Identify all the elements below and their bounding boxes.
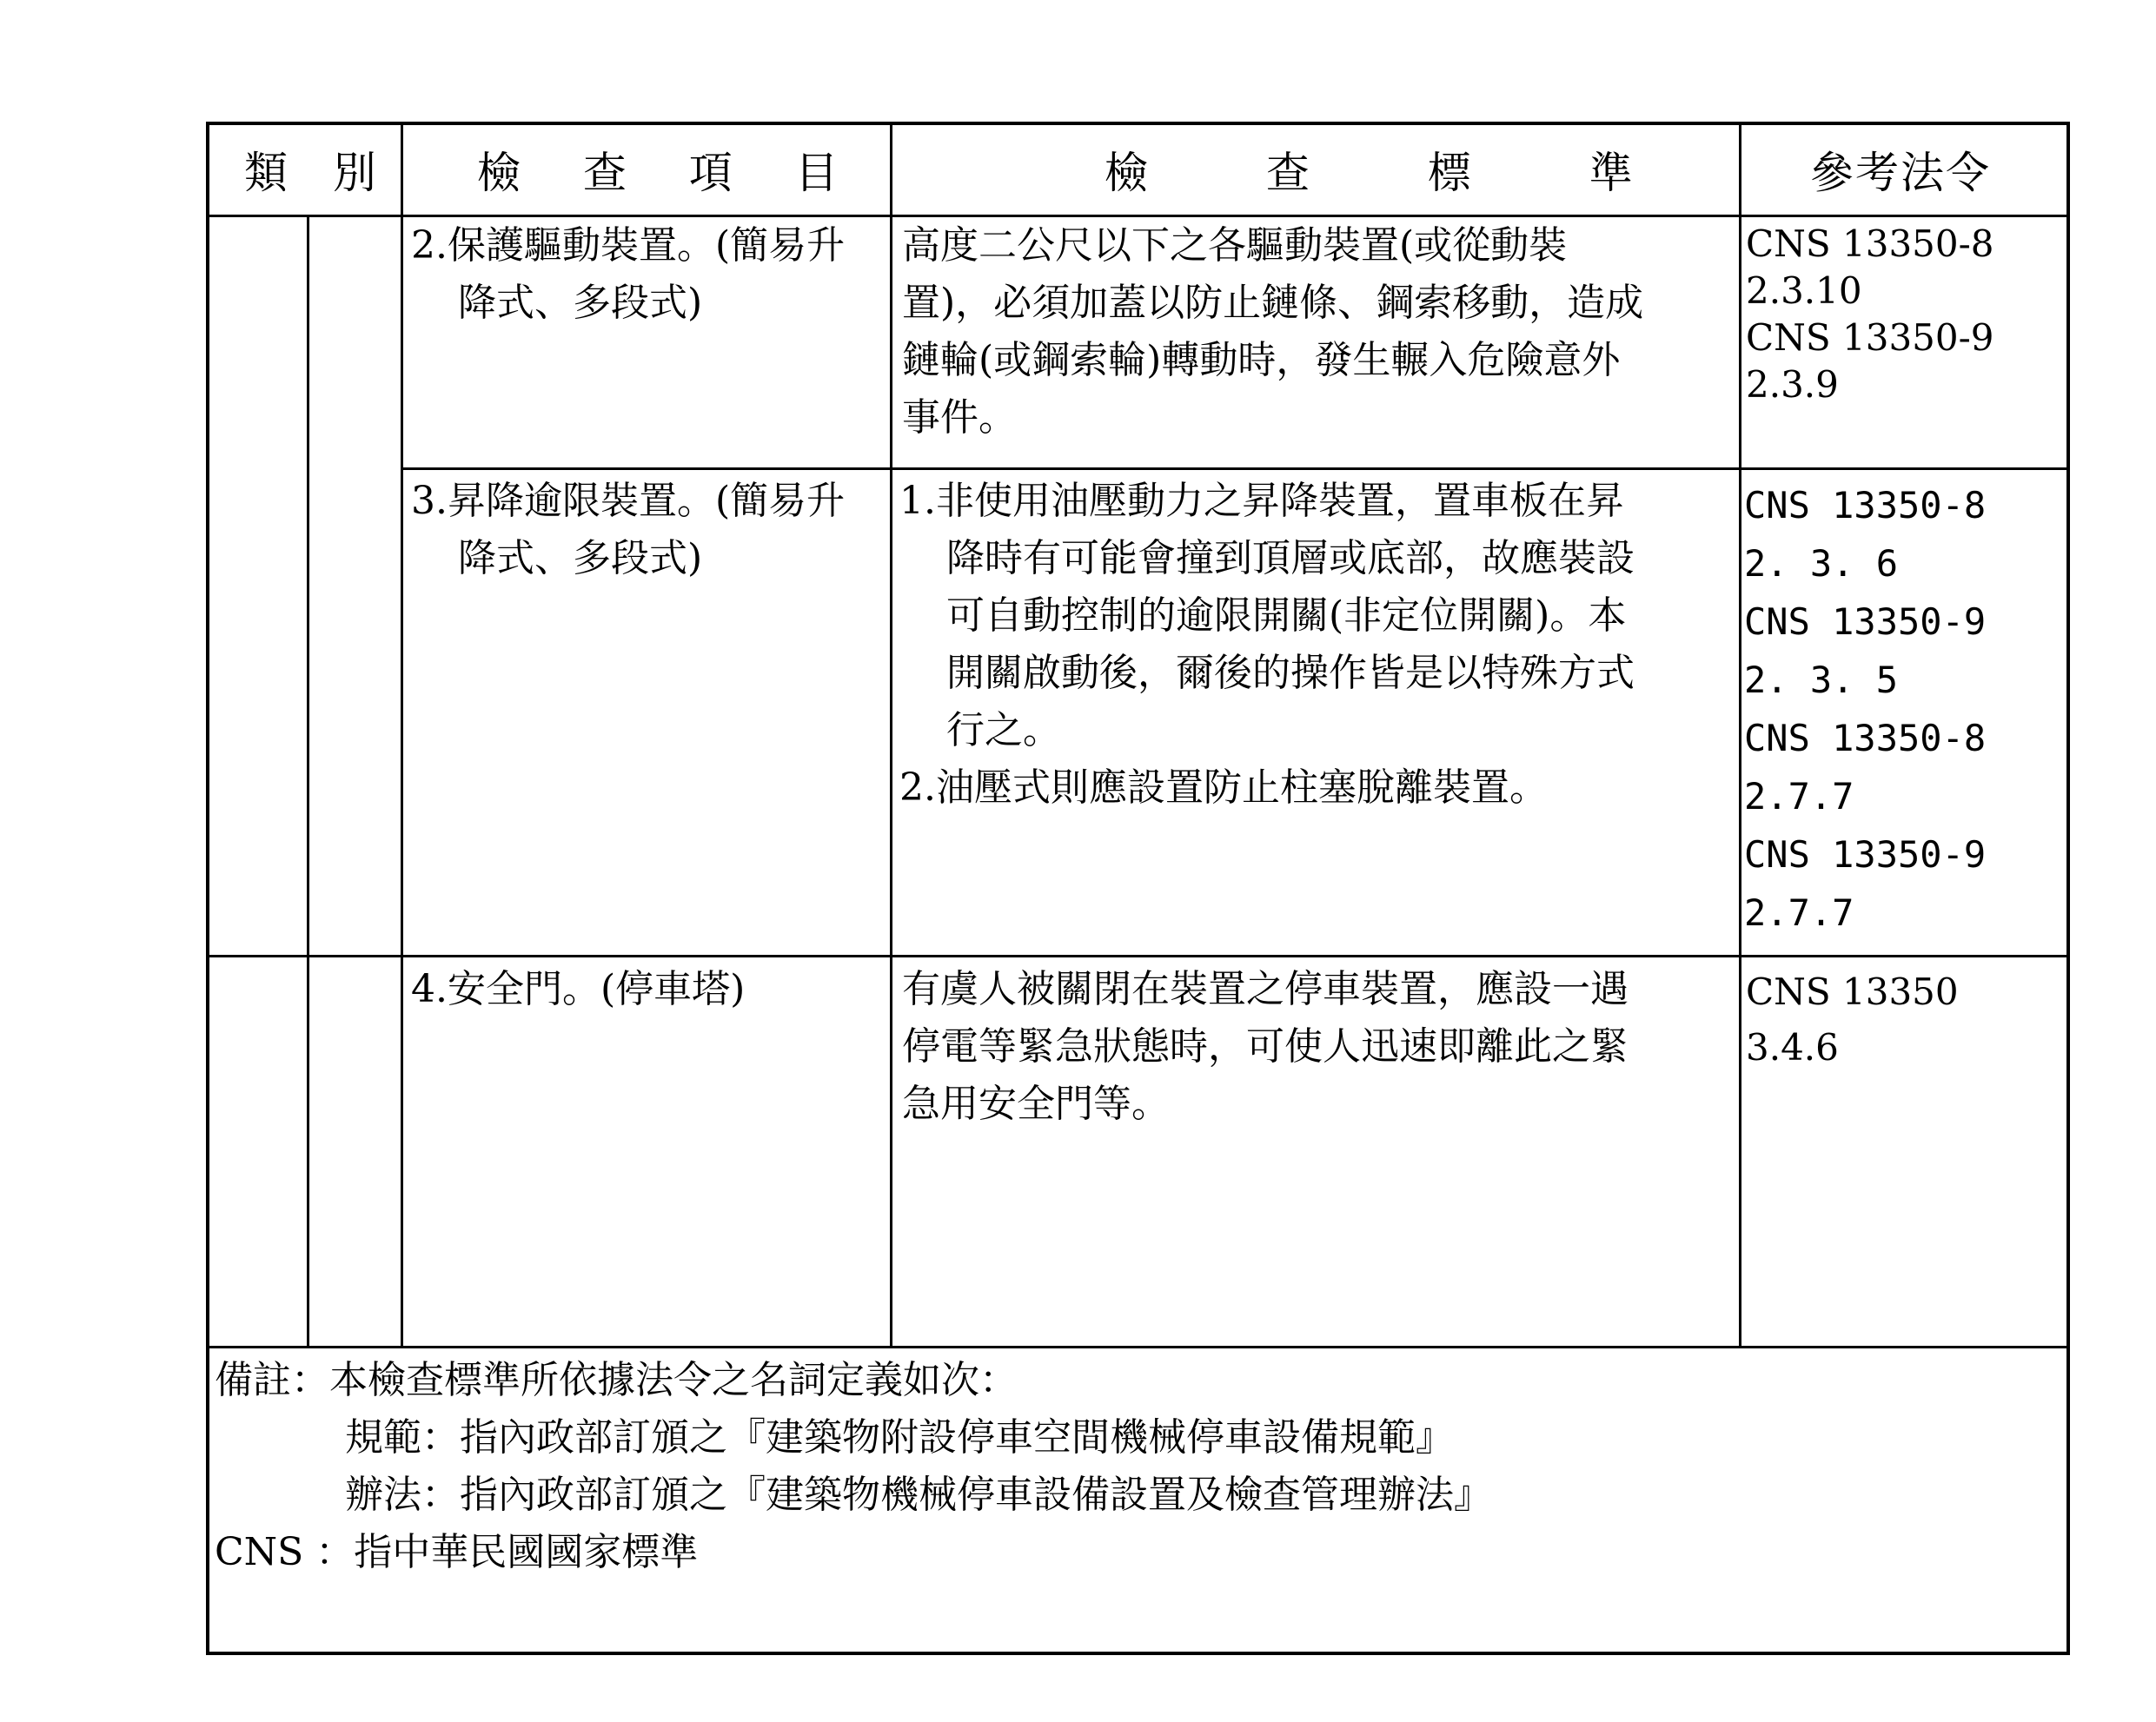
- col-divider-item: [890, 125, 892, 1348]
- row2-item-line1: 3.昇降逾限裝置。(簡易升: [411, 479, 846, 523]
- row2-item-line2: 降式、多段式): [458, 536, 703, 580]
- notes-line2: 規範：指內政部訂頒之『建築物附設停車空間機械停車設備規範』: [345, 1415, 1454, 1460]
- col-divider-category: [401, 125, 403, 1348]
- notes-top-rule: [209, 1346, 2070, 1348]
- row2-item: [411, 473, 889, 587]
- row1-item: [411, 217, 889, 332]
- inspection-standard-table: [206, 122, 2070, 1655]
- row2-ref-line2: 2. 3. 6: [1744, 542, 1899, 585]
- row2-reference: [1744, 476, 2067, 942]
- header-item: 檢 查 項 目: [477, 148, 863, 198]
- row2-standard-line3: 可自動控制的逾限開關(非定位開關)。本: [946, 593, 1627, 638]
- row2-ref-line4: 2. 3. 5: [1744, 659, 1899, 701]
- header-category: 類 別: [244, 148, 392, 198]
- row2-standard-line5: 行之。: [946, 708, 1061, 752]
- header-standard: 檢 查 標 準: [1105, 148, 1685, 198]
- row1-standard-line4: 事件。: [902, 395, 1017, 440]
- notes-line3: 辦法：指內政部訂頒之『建築物機械停車設備設置及檢查管理辦法』: [345, 1473, 1492, 1517]
- row2-ref-line7: CNS 13350-9: [1744, 833, 1987, 876]
- row1-standard-line1: 高度二公尺以下之各驅動裝置(或從動裝: [902, 223, 1568, 268]
- row2-standard-line1: 1.非使用油壓動力之昇降裝置，置車板在昇: [899, 479, 1624, 523]
- row3-standard-line1: 有虞人被關閉在裝置之停車裝置，應設一遇: [902, 967, 1629, 1011]
- notes-line4: CNS ：指中華民國國家標準: [215, 1530, 699, 1574]
- row2-ref-line3: CNS 13350-9: [1744, 600, 1987, 643]
- notes-line1: 備註：本檢查標準所依據法令之名詞定義如次：: [215, 1358, 1018, 1402]
- row3-ref-line2: 3.4.6: [1746, 1026, 1839, 1069]
- row3-reference: [1746, 964, 2067, 1076]
- row2-top-rule: [401, 467, 2070, 470]
- row1-ref-line4: 2.3.9: [1746, 363, 1839, 406]
- row3-item-line1: 4.安全門。(停車塔): [411, 967, 746, 1011]
- row3-standard: [902, 961, 1736, 1133]
- row1-ref-line2: 2.3.10: [1746, 269, 1862, 312]
- col-divider-subcategory: [307, 216, 309, 1348]
- row1-ref-line1: CNS 13350-8: [1746, 222, 1994, 265]
- row1-standard-line2: 置)，必須加蓋以防止鏈條、鋼索移動，造成: [902, 281, 1644, 325]
- row1-reference: [1746, 221, 2067, 408]
- row3-standard-line3: 急用安全門等。: [902, 1082, 1170, 1126]
- row2-standard-line2: 降時有可能會撞到頂層或底部，故應裝設: [946, 536, 1635, 580]
- row1-item-line2: 降式、多段式): [458, 281, 703, 325]
- row2-ref-line8: 2.7.7: [1744, 891, 1854, 934]
- row3-standard-line2: 停電等緊急狀態時，可使人迅速即離此之緊: [902, 1024, 1629, 1069]
- row3-top-rule: [209, 955, 2070, 957]
- notes-block: [215, 1352, 2057, 1581]
- col-divider-standard: [1739, 125, 1741, 1348]
- row2-ref-line1: CNS 13350-8: [1744, 484, 1987, 527]
- row2-standard: [899, 473, 1736, 817]
- row2-ref-line5: CNS 13350-8: [1744, 717, 1987, 759]
- header-reference: 參考法令: [1810, 148, 1991, 198]
- row1-ref-line3: CNS 13350-9: [1746, 316, 1994, 359]
- row2-ref-line6: 2.7.7: [1744, 775, 1854, 818]
- row2-standard-item2: 2.油壓式則應設置防止柱塞脫離裝置。: [899, 765, 1548, 810]
- row1-item-line1: 2.保護驅動裝置。(簡易升: [411, 223, 846, 268]
- row1-standard: [902, 217, 1736, 447]
- row3-item: [411, 961, 889, 1018]
- row1-standard-line3: 鏈輪(或鋼索輪)轉動時，發生輾入危險意外: [902, 338, 1621, 382]
- row2-standard-line4: 開關啟動後，爾後的操作皆是以特殊方式: [946, 651, 1635, 695]
- row3-ref-line1: CNS 13350: [1746, 970, 1959, 1013]
